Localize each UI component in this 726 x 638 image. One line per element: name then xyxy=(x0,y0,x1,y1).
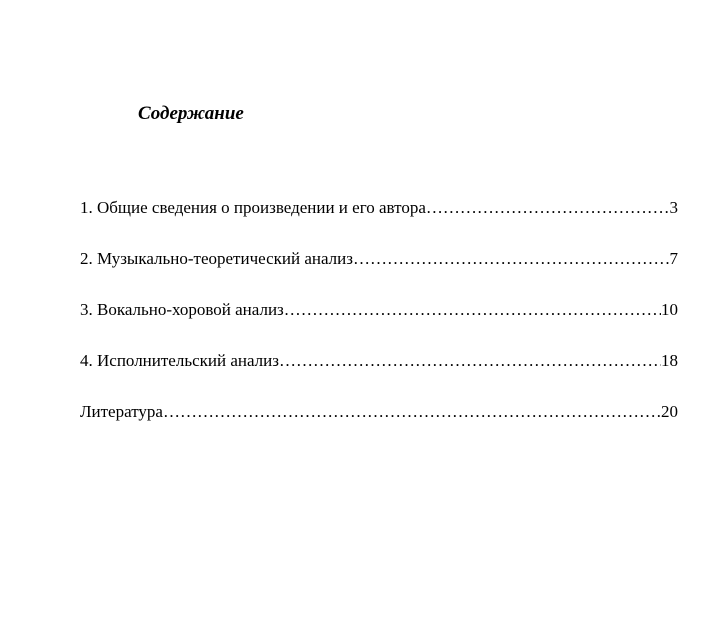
toc-page-number: 18 xyxy=(661,351,678,370)
toc-dot-leader xyxy=(163,400,661,424)
toc-dot-leader xyxy=(426,196,670,220)
toc-entry-label: 2. Музыкально-теоретический анализ xyxy=(80,249,353,268)
toc-entry-label: 1. Общие сведения о произведении и его автора xyxy=(80,198,426,217)
toc-page-number: 10 xyxy=(661,300,678,319)
toc-entry-label: 3. Вокально-хоровой анализ xyxy=(80,300,284,319)
toc-entry-label: 4. Исполнительский анализ xyxy=(80,351,279,370)
toc-entry[interactable] xyxy=(80,349,678,400)
toc-page-number: 3 xyxy=(669,198,678,217)
toc-dot-leader xyxy=(279,349,661,373)
toc-dot-leader xyxy=(353,247,670,271)
table-of-contents xyxy=(80,196,678,451)
toc-entry-label: Литература xyxy=(80,402,163,421)
toc-entry[interactable] xyxy=(80,400,678,451)
toc-page-number: 7 xyxy=(669,249,678,268)
toc-title: Содержание xyxy=(138,103,244,124)
toc-dot-leader xyxy=(284,298,661,322)
toc-entry[interactable] xyxy=(80,196,678,247)
toc-entry[interactable] xyxy=(80,298,678,349)
toc-entry[interactable] xyxy=(80,247,678,298)
toc-page-number: 20 xyxy=(661,402,678,421)
